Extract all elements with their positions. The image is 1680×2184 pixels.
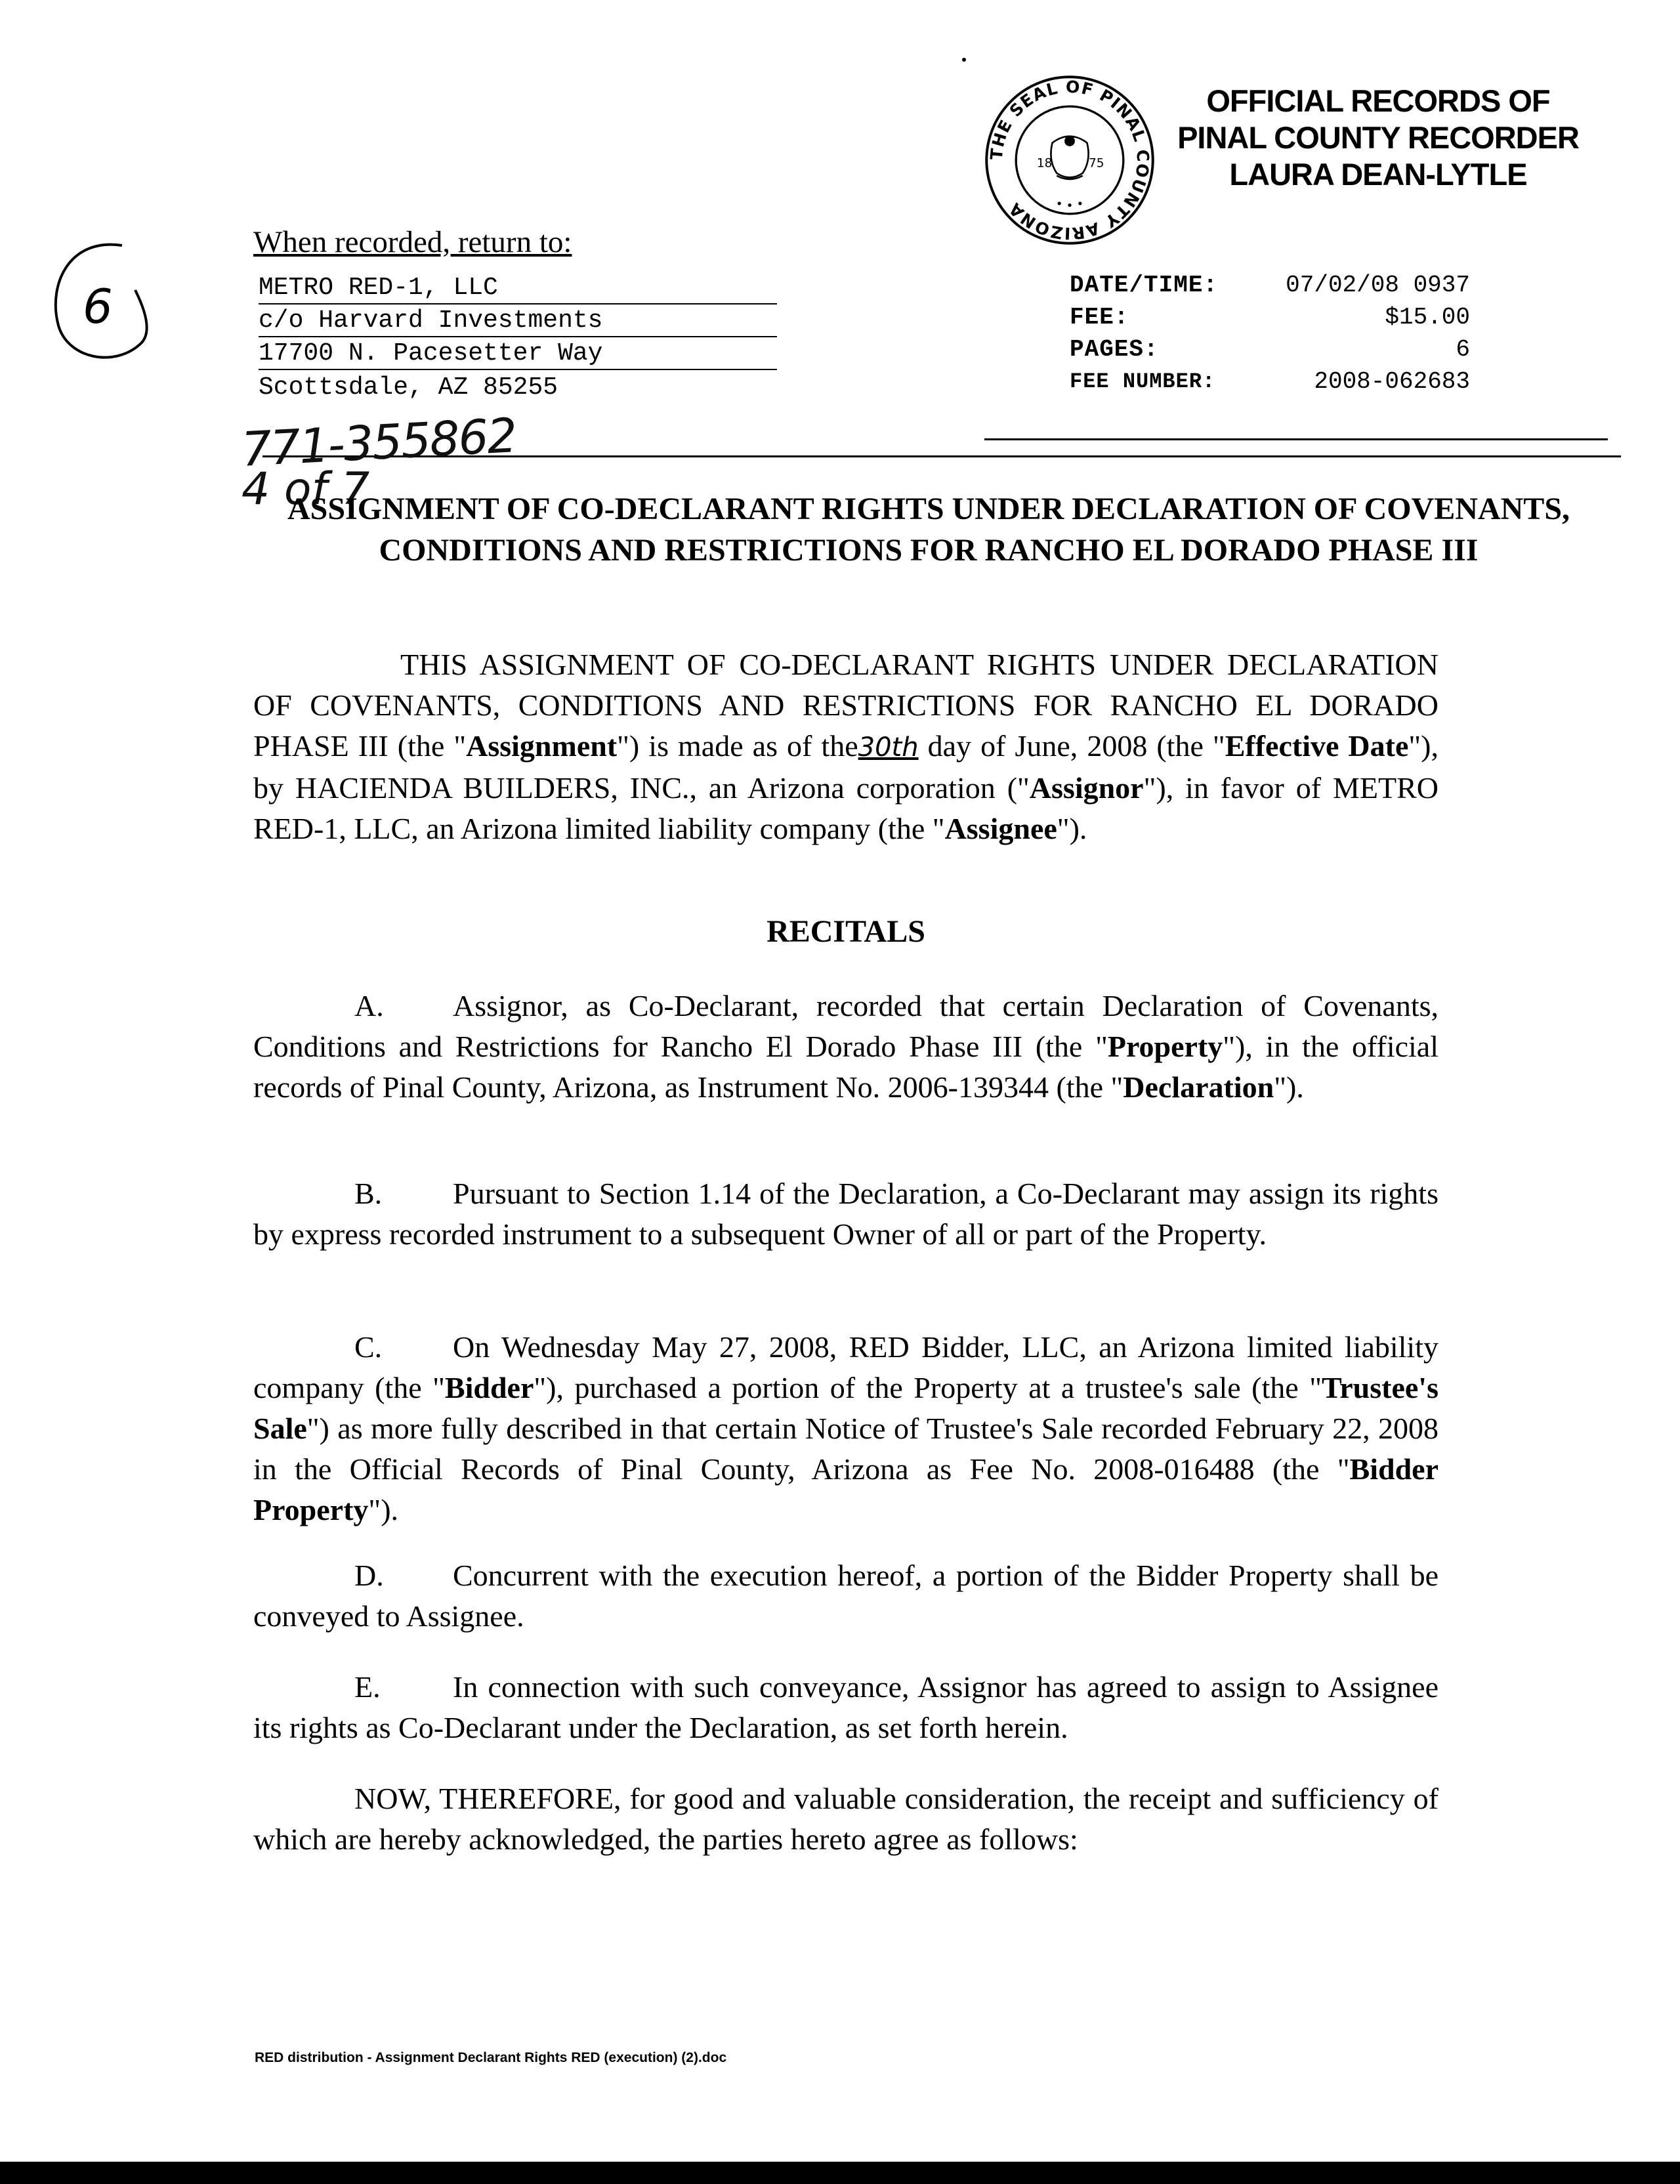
circle-mark-text: 6 bbox=[83, 279, 113, 334]
pages-label: PAGES: bbox=[1070, 336, 1159, 363]
handwritten-doc-number: 771-355862 bbox=[240, 408, 518, 477]
recording-info bbox=[1070, 269, 1470, 398]
document-title: ASSIGNMENT OF CO-DECLARANT RIGHTS UNDER DECLARATION OF COVENANTS, CONDITIONS AND RESTRICTIONS FOR RANCHO EL DORADO PHASE III bbox=[287, 492, 1570, 568]
fee-row bbox=[1070, 301, 1470, 333]
recital-e-letter: E. bbox=[354, 1670, 381, 1704]
return-address-line-2: c/o Harvard Investments bbox=[259, 306, 777, 337]
recital-c-letter: C. bbox=[354, 1330, 383, 1364]
recital-c: C. On Wednesday May 27, 2008, RED Bidder, LLC, an Arizona limited liability company (the "Bidder"), purchased a portion of the Property at a trustee's sale (the "Trustee's Sale") as more fully described in that certain Notice of Trustee's Sale recorded February 22, 2008 in the Official Records of Pinal County, Arizona as Fee No. 2008-016488 (the "Bidder Property"). bbox=[253, 1327, 1438, 1530]
term-trustees-sale: Trustee's Sale bbox=[253, 1371, 1438, 1445]
pages-value: 6 bbox=[1456, 336, 1470, 363]
return-address-line-4: Scottsdale, AZ 85255 bbox=[259, 373, 558, 402]
footer-filename: RED distribution - Assignment Declarant Rights RED (execution) (2).doc bbox=[255, 2050, 727, 2065]
return-to-label: When recorded, return to: bbox=[253, 225, 572, 259]
recitals-heading: RECITALS bbox=[766, 914, 925, 949]
recital-d: D. Concurrent with the execution hereof, a portion of the Bidder Property shall be conveyed to Assignee. bbox=[253, 1555, 1438, 1637]
fee-number-value: 2008-062683 bbox=[1314, 368, 1470, 395]
datetime-row bbox=[1070, 269, 1470, 301]
recital-b-letter: B. bbox=[354, 1177, 383, 1210]
datetime-label: DATE/TIME: bbox=[1070, 272, 1219, 299]
return-address-line-3: 17700 N. Pacesetter Way bbox=[259, 339, 777, 370]
pages-row bbox=[1070, 333, 1470, 366]
term-bidder: Bidder bbox=[444, 1371, 534, 1404]
term-assignor: Assignor bbox=[1029, 771, 1144, 805]
term-property: Property bbox=[1107, 1030, 1223, 1063]
return-address-line-1: METRO RED-1, LLC bbox=[259, 273, 777, 304]
handwritten-day: 30th bbox=[858, 732, 919, 763]
now-therefore-paragraph: NOW, THEREFORE, for good and valuable consideration, the receipt and sufficiency of which are hereby acknowledged, the parties hereto agree as follows: bbox=[253, 1782, 1438, 1856]
recorder-line-3: LAURA DEAN-LYTLE bbox=[1229, 157, 1527, 192]
term-assignee: Assignee bbox=[944, 812, 1057, 845]
term-assignment: Assignment bbox=[466, 729, 618, 763]
recorder-line-1: OFFICIAL RECORDS OF bbox=[1206, 83, 1550, 118]
divider-short bbox=[984, 438, 1608, 440]
term-effective-date: Effective Date bbox=[1225, 729, 1409, 763]
fee-label: FEE: bbox=[1070, 304, 1129, 331]
recorder-header bbox=[1109, 83, 1647, 193]
seal-year-left: 18 bbox=[1036, 156, 1053, 171]
fee-number-row bbox=[1070, 366, 1470, 398]
recital-a: A. Assignor, as Co-Declarant, recorded that certain Declaration of Covenants, Conditions and Restrictions for Rancho El Dorado Phase III (the "Property"), in the official records of Pinal County, Arizona, as Instrument No. 2006-139344 (the "Declaration"). bbox=[253, 986, 1438, 1108]
intro-paragraph: THIS ASSIGNMENT OF CO-DECLARANT RIGHTS UNDER DECLARATION OF COVENANTS, CONDITIONS AND RESTRICTIONS FOR RANCHO EL DORADO PHASE III (the "Assignment") is made as of the30th day of June, 2008 (the "Effective Date"), by HACIENDA BUILDERS, INC., an Arizona corporation ("Assignor"), in favor of METRO RED-1, LLC, an Arizona limited liability company (the "Assignee"). bbox=[253, 648, 1439, 845]
recital-a-letter: A. bbox=[354, 989, 384, 1022]
term-declaration: Declaration bbox=[1123, 1070, 1274, 1104]
stray-dot bbox=[962, 58, 966, 62]
recital-e: E. In connection with such conveyance, Assignor has agreed to assign to Assignee its rights as Co-Declarant under the Declaration, as set forth herein. bbox=[253, 1667, 1438, 1748]
datetime-value: 07/02/08 0937 bbox=[1286, 272, 1470, 299]
fee-number-label: FEE NUMBER: bbox=[1070, 369, 1216, 394]
recorder-line-2: PINAL COUNTY RECORDER bbox=[1177, 120, 1579, 155]
circled-handwritten-mark bbox=[43, 238, 155, 369]
fee-value: $15.00 bbox=[1385, 304, 1470, 331]
seal-year-right: 75 bbox=[1089, 156, 1104, 171]
handwritten-page-of: 4 of 7 bbox=[242, 463, 370, 515]
seal-ring-text: THE SEAL OF PINAL COUNTY ARIZONA bbox=[986, 77, 1153, 243]
term-bidder-property: Bidder Property bbox=[253, 1452, 1438, 1526]
recital-d-letter: D. bbox=[354, 1559, 384, 1592]
recital-b: B. Pursuant to Section 1.14 of the Declaration, a Co-Declarant may assign its rights by express recorded instrument to a subsequent Owner of all or part of the Property. bbox=[253, 1173, 1438, 1255]
scan-bottom-edge bbox=[0, 2162, 1680, 2184]
